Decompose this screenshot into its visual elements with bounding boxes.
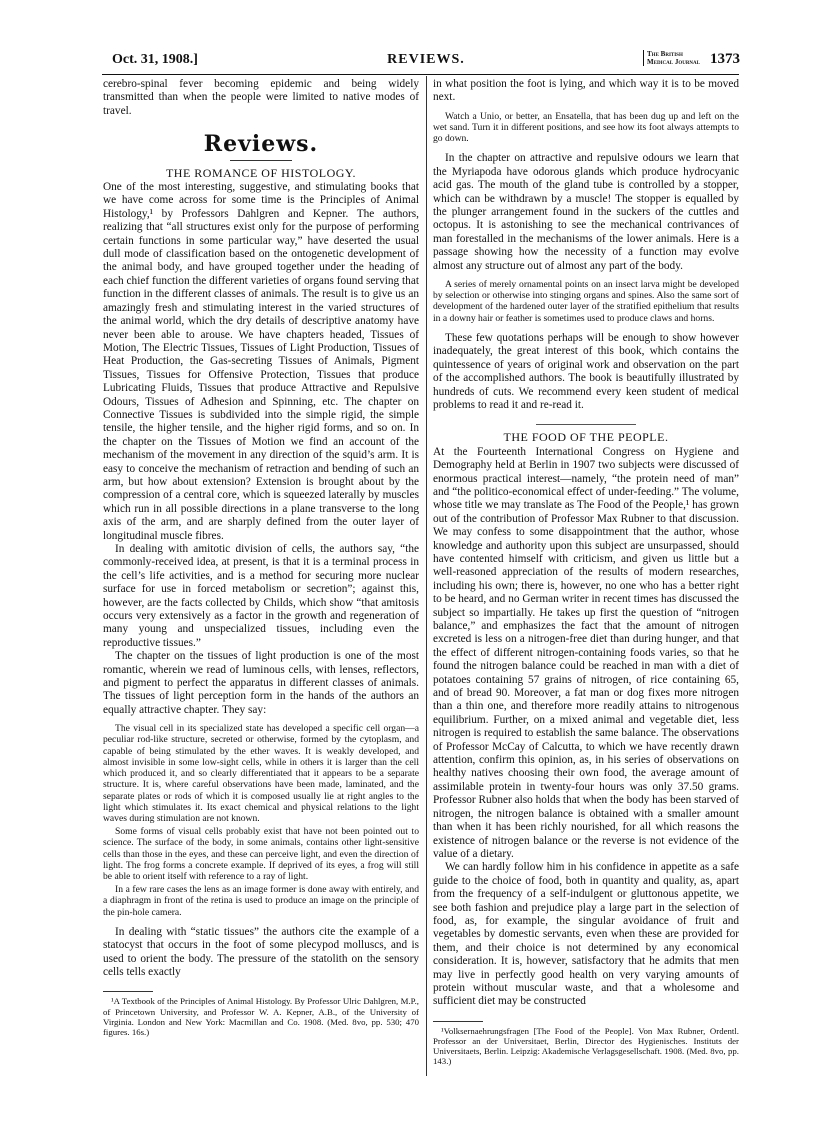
journal-name-line2: Medical Journal [647, 58, 700, 66]
body-paragraph: We can hardly follow him in his confidence in appetite as a safe guide to the choice of food, both in quantity and quality, as, apart from the frequency of a self-indulgent or gluttonous appetite, we see both fashion and prejudice play a large part in the selection of food, as, for example, the singular avoidance of fruit and vegetables by domestic servants, even when these are provided for them, and their choice is not determined by any economical consideration. It is, however, satisfactory that he admits that men may live in perfectly good health on very varying amounts of protein without muscular waste, and that a wholesome and sufficient diet may be constructed [433, 861, 739, 1008]
body-paragraph: These few quotations perhaps will be enough to show however inadequately, the great interest of this book, which contains the quintessence of years of original work and observation on the part of the accomplished authors. The book is beautifully illustrated by hundreds of cuts. We recommend every keen student of medical problems to read it and re-read it. [433, 331, 739, 411]
issue-date: Oct. 31, 1908.] [112, 52, 198, 67]
header-rule [102, 74, 739, 75]
continuation-paragraph: in what position the foot is lying, and which way it is to be moved next. [433, 78, 739, 104]
block-quote: Watch a Unio, or better, an Ensatella, that has been dug up and left on the wet sand. Turn it in different positions, and see how its foot always attempts to go down. [433, 110, 739, 145]
article-title-romance-of-histology: THE ROMANCE OF HISTOLOGY. [165, 165, 357, 180]
journal-name-line1: The British [647, 50, 683, 58]
body-paragraph: The chapter on the tissues of light production is one of the most romantic, wherein we read of luminous cells, with lenses, reflectors, and pigment to perfect the apparatus in different classes of animals. The tissues of light perception form in the hands of the authors an equally attractive chapter. They say: [103, 650, 419, 716]
section-heading: Reviews. [203, 131, 319, 158]
right-column [433, 78, 739, 1067]
journal-name [643, 50, 700, 66]
footnote-rule [433, 1021, 483, 1022]
body-paragraph: In dealing with amitotic division of cells, the authors say, “the commonly-received idea, at present, is that it is a terminal process in the cell’s life activities, and is a method for securing more nuclear surface for use in forced metabolism or secretion”; against this, however, are the facts collected by Childs, which show “that amitosis occurs very extensively as a factor in the growth and regeneration of many young and unspecialized tissues, including even the reproductive tissues.” [103, 543, 419, 649]
footnote-rule [103, 991, 153, 992]
section-heading-rule [230, 160, 292, 161]
footnote: ¹A Textbook of the Principles of Animal Histology. By Professor Ulric Dahlgren, M.P., of Princetown University, and Professor W. A. Kepner, A.B., of the University of Virginia. London and New York: Macmillan and Co. 1908. (Med. 8vo, pp. 530; 470 figures. 16s.) [103, 996, 419, 1037]
article-separator [536, 424, 636, 425]
body-paragraph: In the chapter on attractive and repulsive odours we learn that the Myriapoda have odorous glands which produce hydrocyanic acid gas. The mouth of the gland tube is controlled by a stopper, which can be withdrawn by a muscle! The stopper is equalled by the plunger arrangement found in the suckers of the cuttles and octopus. It is astonishing to see the mechanical contrivances of man forestalled in the mechanisms of the lower animals. Here is a passage showing how the necessity of a function may evolve almost any structure out of almost any part of the body. [433, 152, 739, 272]
continuation-paragraph: cerebro-spinal fever becoming epidemic and being widely transmitted than when the people were limited to native modes of travel. [103, 78, 419, 117]
column-divider [426, 76, 427, 1076]
body-paragraph: At the Fourteenth International Congress on Hygiene and Demography held at Berlin in 1907 two subjects were discussed of enormous practical interest—namely, “the protein need of man” and “the politico-economical effect of under-feeding.” The volume, whose title we may translate as The Food of the People,¹ has grown out of the contribution of Professor Max Rubner to that discussion. We may confess to some disappointment that the author, whose knowledge and authority upon this subject are unsurpassed, should have contented himself with criticism, and given us little but a well-reasoned appreciation of the results of modern researches, including his own; there is, however, no one who has a better right to be heard, and no German writer in recent times has discussed the subject so impartially. He takes up first the question of “nitrogen balance,” and emphasizes the fact that the amount of nitrogen excreted is less on a nitrogen-free diet than during hunger, and that the effect of different nitrogen-containing foods varies, so that he found the nitrogen balance could be reached in man with a diet of potatoes containing 57 grains of nitrogen, of rice containing 65, and of bread 90. Moreover, a fat man or dog fixes more nitrogen than a thin one, and therefore more readily attains to nitrogenous equilibrium. Further, on a mixed animal and vegetable diet, less nitrogen is required to establish the same balance. The observations of Professor McCay of Calcutta, to which we have recently drawn attention, confirm this opinion, as, in his series of observations on healthy natives choosing their own food, the average amount of assimilable protein in twenty-four hours was only 37.50 grams. Professor Rubner also holds that when the body has been starved of nitrogen, the nitrogen balance is obtained with a smaller amount than when it has been richly nourished, for all which reasons the existence of nitrogen balance or the reverse is not evidence of the value of a dietary. [433, 445, 739, 860]
article-title-food-of-the-people: THE FOOD OF THE PEOPLE. [503, 430, 669, 445]
body-paragraph: One of the most interesting, suggestive, and stimulating books that we have come across for some time is the Principles of Animal Histology,¹ by Professors Dahlgren and Kepner. The authors, realizing that “all structures exist only for the purpose of performing certain functions in some particular way,” have deserted the usual dull mode of classification based on the ontogenetic development of the animal body, and have grouped together under the heading of each chief function the different varieties of organs found serving that function in the different classes of animals. The result is to give us an amazingly fresh and stimulating interest in the varied structures of the animal world, which the dry details of descriptive anatomy have never been able to arouse. We have chapters headed, Tissues of Motion, The Electric Tissues, Tissues of Light Production, Tissues of Heat Production, the Gas-secreting Tissues of Animals, Pigment Tissues, Tissues for Offensive Protection, Tissues that produce Lubricating Fluids, Tissues that produce Attractive and Repulsive Odours, Tissues of Adhesion and Spinning, etc. The chapter on Connective Tissues is subdivided into the simple rigid, the simple tensile, the higher tensile, and the higher rigid forms, and so on. In the chapter on the Tissues of Motion we find an account of the mechanism of the movement in any direction of the squid’s arm. It is easy to conceive the mechanism of retraction and bending of such an arm, but how about extension? Extension is brought about by the compression of a central core, which is squeezed laterally by muscles which run in all possible directions in a plane transverse to the long axis of the arm, and are sharply defined from the outer layer of longitudinal muscle fibres. [103, 181, 419, 542]
block-quote: In a few rare cases the lens as an image former is done away with entirely, and a diaphragm in front of the retina is used to produce an image on the principle of the pin-hole camera. [103, 884, 419, 918]
block-quote: A series of merely ornamental points on an insect larva might be developed by selection or otherwise into stinging organs and spines. Also the same sort of development of the hardened outer layer of the stratified epithelium that results in a downy hair or feather is sometimes used to produce claws and horns. [433, 279, 739, 324]
body-paragraph: In dealing with “static tissues” the authors cite the example of a statocyst that occurs in the foot of some plecypod molluscs, and is used to orient the body. The pressure of the statolith on the sensory cells tells exactly [103, 925, 419, 978]
page-number: 1373 [710, 51, 740, 67]
section-name: REVIEWS. [387, 52, 465, 67]
footnote: ¹Volksernaehrungsfragen [The Food of the People]. Von Max Rubner, Ordentl. Professor an der Universitaet, Berlin, Director des Hygienisches. Instituts der Universitaets, Berlin. Leipzig: Akademische Verlagsgesellschaft. 1908. (Med. 8vo, pp. 143.) [433, 1025, 739, 1067]
left-column [103, 78, 419, 1037]
running-header [112, 50, 740, 72]
block-quote: Some forms of visual cells probably exist that have not been pointed out to science. The surface of the body, in some animals, contains other light-sensitive cells than those in the eyes, and these can perceive light, and even the direction of light. The frog forms a concrete example. If deprived of its eyes, a frog will still be able to orient itself with reference to a ray of light. [103, 826, 419, 882]
block-quote: The visual cell in its specialized state has developed a specific cell organ—a peculiar rod-like structure, secreted or otherwise, formed by the cytoplasm, and capable of being stimulated by the ether waves. It is weakly developed, and almost invisible in some low-sight cells, while in others it is larger than the cell which produced it, and so clearly differentiated that it appears to be a separate structure. It is, where careful observations have been made, laminated, and the separate plates or rods of which it is composed usually lie at right angles to the light which stimulates it. Its exact chemical and physical relations to the light waves during stimulation are not known. [103, 723, 419, 824]
